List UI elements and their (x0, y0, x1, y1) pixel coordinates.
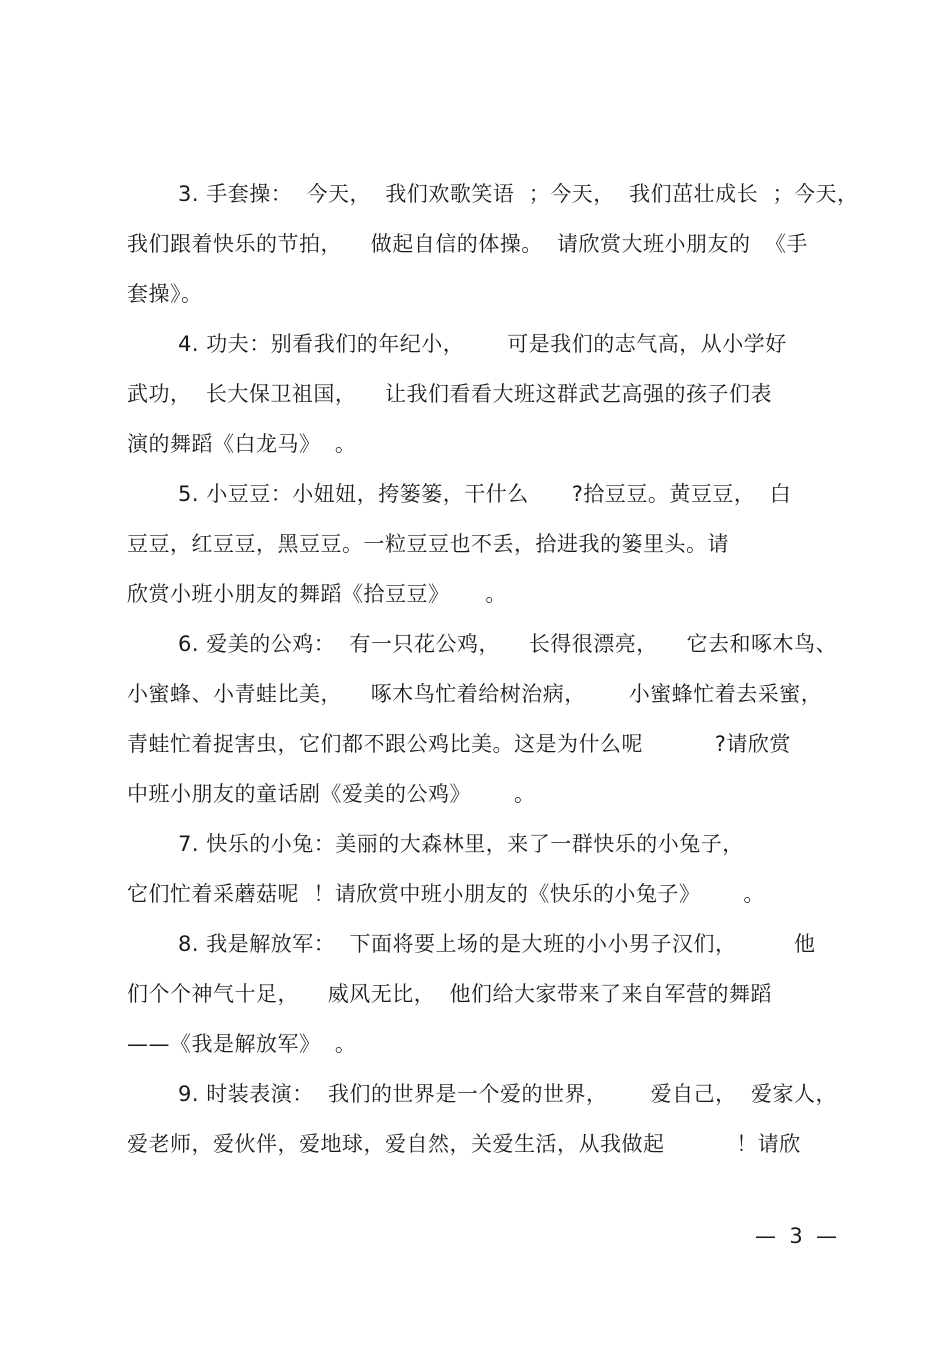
paragraph-5-line-2: 豆豆，红豆豆，黑豆豆。一粒豆豆也不丢，拾进我的篓里头。请 (127, 532, 729, 556)
paragraph-3-line-1: 3. 手套操： 今天， 我们欢歌笑语 ；今天， 我们茁壮成长 ；今天， (178, 182, 859, 206)
paragraph-3-line-3: 套操》。 (127, 282, 203, 306)
paragraph-5-line-3: 欣赏小班小朋友的舞蹈《拾豆豆》 。 (127, 582, 507, 606)
paragraph-6-line-4: 中班小朋友的童话剧《爱美的公鸡》 。 (127, 782, 536, 806)
paragraph-6-line-1: 6. 爱美的公鸡： 有一只花公鸡， 长得很漂亮， 它去和啄木鸟、 (178, 632, 837, 656)
paragraph-4-line-1: 4. 功夫：别看我们的年纪小， 可是我们的志气高，从小学好 (178, 332, 787, 356)
paragraph-6-line-2: 小蜜蜂、小青蛙比美， 啄木鸟忙着给树治病， 小蜜蜂忙着去采蜜， (127, 682, 823, 706)
paragraph-7-line-2: 它们忙着采蘑菇呢 ！请欣赏中班小朋友的《快乐的小兔子》 。 (127, 882, 765, 906)
paragraph-7-line-1: 7. 快乐的小兔：美丽的大森林里，来了一群快乐的小兔子， (178, 832, 744, 856)
paragraph-9-line-1: 9. 时装表演： 我们的世界是一个爱的世界， 爱自己， 爱家人， (178, 1082, 837, 1106)
paragraph-6-line-3: 青蛙忙着捉害虫，它们都不跟公鸡比美。这是为什么呢 ?请欣赏 (127, 732, 791, 756)
paragraph-8-line-1: 8. 我是解放军： 下面将要上场的是大班的小小男子汉们， 他 (178, 932, 816, 956)
paragraph-9-line-2: 爱老师，爱伙伴，爱地球，爱自然，关爱生活，从我做起 ！请欣 (127, 1132, 801, 1156)
paragraph-8-line-3: ——《我是解放军》 。 (127, 1032, 357, 1056)
paragraph-5-line-1: 5. 小豆豆：小妞妞，挎篓篓，干什么 ?拾豆豆。黄豆豆， 白 (178, 482, 792, 506)
paragraph-4-line-3: 演的舞蹈《白龙马》 。 (127, 432, 357, 456)
page-number: — 3 — (755, 1224, 838, 1248)
paragraph-8-line-2: 们个个神气十足， 威风无比， 他们给大家带来了来自军营的舞蹈 (127, 982, 773, 1006)
paragraph-4-line-2: 武功， 长大保卫祖国， 让我们看看大班这群武艺高强的孩子们表 (127, 382, 773, 406)
paragraph-3-line-2: 我们跟着快乐的节拍， 做起自信的体操。 请欣赏大班小朋友的 《手 (127, 232, 808, 256)
